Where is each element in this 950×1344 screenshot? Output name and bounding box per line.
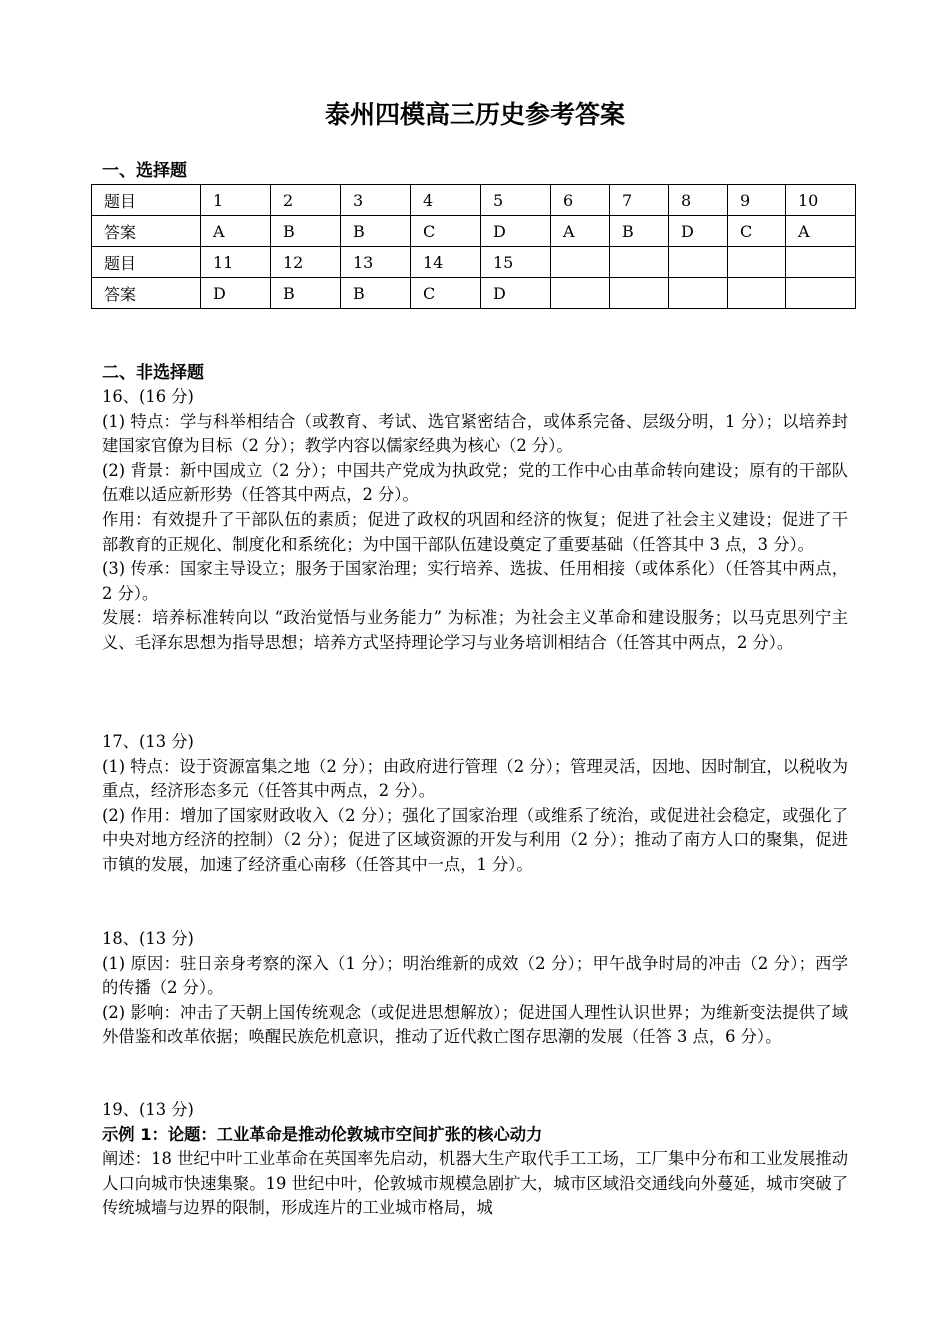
question-16-heading: 16、(16 分) — [102, 387, 194, 406]
answer-table — [91, 184, 856, 309]
answer-line: (3) 传承：国家主导设立；服务于国家治理；实行培养、选拔、任用相接（或体系化）（任答其中两点，2 分）。 — [102, 559, 848, 603]
table-cell — [551, 278, 610, 309]
table-cell: 1 — [201, 185, 271, 216]
section-heading-nonchoice: 二、非选择题 — [102, 363, 204, 383]
table-cell: A — [551, 216, 610, 247]
table-cell — [786, 247, 856, 278]
table-cell: 15 — [481, 247, 551, 278]
table-row — [92, 185, 856, 216]
table-cell: 14 — [411, 247, 481, 278]
answer-line: 作用：有效提升了干部队伍的素质；促进了政权的巩固和经济的恢复；促进了社会主义建设；促进了干部教育的正规化、制度化和系统化；为中国干部队伍建设奠定了重要基础（任答其中 3 点，3 分）。 — [102, 509, 848, 554]
table-cell: 13 — [341, 247, 411, 278]
question-19-heading: 19、(13 分) — [102, 1100, 194, 1119]
table-cell: A — [201, 216, 271, 247]
table-cell: B — [271, 278, 341, 309]
answer-line: (2) 背景：新中国成立（2 分）；中国共产党成为执政党；党的工作中心由革命转向建设；原有的干部队伍难以适应新形势（任答其中两点，2 分）。 — [102, 460, 848, 505]
section-heading-choice: 一、选择题 — [102, 161, 187, 181]
answer-line: (2) 作用：增加了国家财政收入（2 分）；强化了国家治理（或维系了统治，或促进社会稳定，或强化了中央对地方经济的控制）（2 分）；促进了区域资源的开发与利用（2 分）；推动了南方人口的聚集，促进市镇的发展，加速了经济重心南移（任答其中一点，1 分）。 — [102, 805, 848, 874]
example-thesis: 示例 1：论题：工业革命是推动伦敦城市空间扩张的核心动力 — [102, 1124, 543, 1144]
table-cell: 10 — [786, 185, 856, 216]
table-cell: A — [786, 216, 856, 247]
table-cell: 2 — [271, 185, 341, 216]
question-19 — [102, 1098, 848, 1221]
page-title: 泰州四模高三历史参考答案 — [324, 100, 625, 129]
table-cell — [551, 247, 610, 278]
table-cell — [728, 278, 786, 309]
table-cell — [610, 247, 669, 278]
table-cell: 8 — [669, 185, 728, 216]
answer-line: (1) 特点：设于资源富集之地（2 分）；由政府进行管理（2 分）；管理灵活，因地、因时制宜，以税收为重点，经济形态多元（任答其中两点，2 分）。 — [102, 756, 848, 801]
table-cell: B — [341, 278, 411, 309]
table-cell: D — [481, 216, 551, 247]
answer-line: 阐述：18 世纪中叶工业革命在英国率先启动，机器大生产取代手工工场，工厂集中分布和工业发展推动人口向城市快速集聚。19 世纪中叶，伦敦城市规模急剧扩大，城市区域沿交通线向外蔓延，城市突破了传统城墙与边界的限制，形成连片的工业城市格局，城 — [102, 1149, 848, 1218]
answer-line: 发展：培养标准转向以 “政治觉悟与业务能力” 为标准；为社会主义革命和建设服务；以马克思列宁主义、毛泽东思想为指导思想；培养方式坚持理论学习与业务培训相结合（任答其中两点，2 分）。 — [102, 608, 848, 652]
table-cell: D — [669, 216, 728, 247]
table-cell: D — [481, 278, 551, 309]
table-cell: B — [610, 216, 669, 247]
table-cell: B — [341, 216, 411, 247]
table-cell: 4 — [411, 185, 481, 216]
table-row — [92, 278, 856, 309]
table-cell — [669, 278, 728, 309]
table-row-header: 答案 — [92, 216, 201, 247]
table-cell — [610, 278, 669, 309]
answer-line: (1) 特点：学与科举相结合（或教育、考试、选官紧密结合，或体系完备、层级分明，1 分）；以培养封建国家官僚为目标（2 分）；教学内容以儒家经典为核心（2 分）。 — [102, 411, 848, 456]
question-16 — [102, 385, 848, 656]
table-cell: 6 — [551, 185, 610, 216]
question-17-heading: 17、(13 分) — [102, 732, 194, 751]
answer-line: (2) 影响：冲击了天朝上国传统观念（或促进思想解放）；促进国人理性认识世界；为维新变法提供了域外借鉴和改革依据；唤醒民族危机意识，推动了近代救亡图存思潮的发展（任答 3 点，6 分）。 — [102, 1002, 848, 1047]
table-cell: C — [411, 216, 481, 247]
table-cell — [728, 247, 786, 278]
table-row — [92, 216, 856, 247]
table-cell: 3 — [341, 185, 411, 216]
table-cell: 12 — [271, 247, 341, 278]
table-cell: 5 — [481, 185, 551, 216]
table-row-header: 答案 — [92, 278, 201, 309]
question-17 — [102, 730, 848, 878]
table-row-header: 题目 — [92, 185, 201, 216]
table-cell: C — [728, 216, 786, 247]
table-cell: 9 — [728, 185, 786, 216]
question-18-heading: 18、(13 分) — [102, 929, 194, 948]
table-cell: C — [411, 278, 481, 309]
table-row — [92, 247, 856, 278]
table-cell: 7 — [610, 185, 669, 216]
answer-line: (1) 原因：驻日亲身考察的深入（1 分）；明治维新的成效（2 分）；甲午战争时局的冲击（2 分）；西学的传播（2 分）。 — [102, 953, 848, 998]
table-row-header: 题目 — [92, 247, 201, 278]
table-cell: D — [201, 278, 271, 309]
table-cell — [669, 247, 728, 278]
question-18 — [102, 927, 848, 1050]
table-cell: 11 — [201, 247, 271, 278]
table-cell — [786, 278, 856, 309]
table-cell: B — [271, 216, 341, 247]
